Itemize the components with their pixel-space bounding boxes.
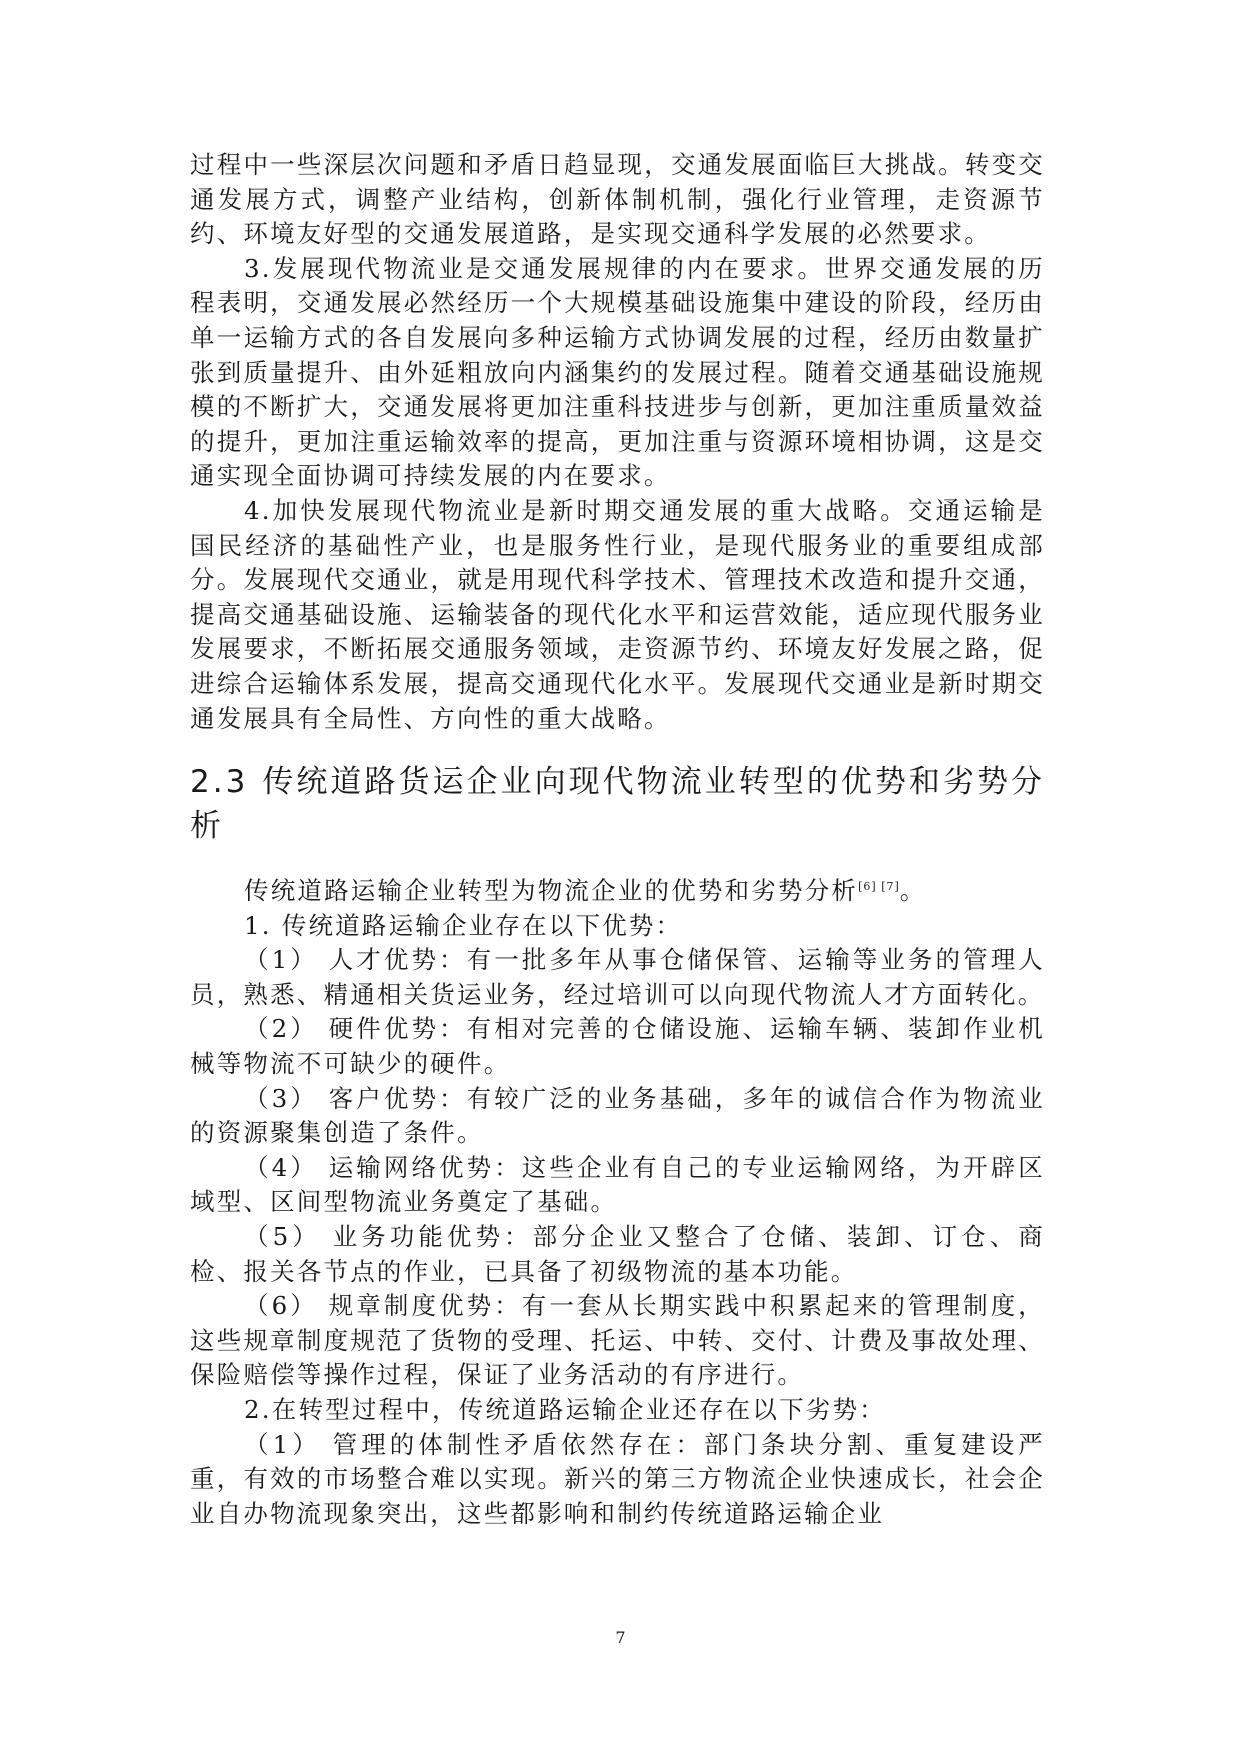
body-text <box>190 148 1045 1531</box>
section-number: 2.3 <box>190 764 249 801</box>
intro-paragraph <box>190 870 1045 909</box>
disadvantages-heading: 2.在转型过程中，传统道路运输企业还存在以下劣势： <box>244 1395 886 1424</box>
section-heading <box>190 760 1045 848</box>
advantage-item: （6） 规章制度优势：有一套从长期实践中积累起来的管理制度，这些规章制度规范了货物的受理、托运、中转、交付、计费及事故处理、保险赔偿等操作过程，保证了业务活动的有序进行。 <box>190 1291 1045 1390</box>
citation-ref: [6] [7] <box>858 880 900 894</box>
advantage-item: （1） 人才优势：有一批多年从事仓储保管、运输等业务的管理人员，熟悉、精通相关货运业务，经过培训可以向现代物流人才方面转化。 <box>190 945 1045 1009</box>
advantage-item: （4） 运输网络优势：这些企业有自己的专业运输网络，为开辟区域型、区间型物流业务奠定了基础。 <box>190 1152 1045 1217</box>
paragraph-continuation: 过程中一些深层次问题和矛盾日趋显现，交通发展面临巨大挑战。转变交通发展方式，调整产业结构，创新体制机制，强化行业管理，走资源节约、环境友好型的交通发展道路，是实现交通科学发展的必然要求。 <box>190 150 1045 249</box>
section-title: 传统道路货运企业向现代物流业转型的优势和劣势分析 <box>190 764 1045 845</box>
intro-end: 。 <box>899 876 927 906</box>
paragraph-point-4: 4.加快发展现代物流业是新时期交通发展的重大战略。交通运输是国民经济的基础性产业，也是服务性行业，是现代服务业的重要组成部分。发展现代交通业，就是用现代科学技术、管理技术改造和提升交通，提高交通基础设施、运输装备的现代化水平和运营效能，适应现代服务业发展要求，不断拓展交通服务领域，走资源节约、环境友好发展之路，促进综合运输体系发展，提高交通现代化水平。发展现代交通业是新时期交通发展具有全局性、方向性的重大战略。 <box>190 495 1045 733</box>
disadvantage-item: （1） 管理的体制性矛盾依然存在：部门条块分割、重复建设严重，有效的市场整合难以实现。新兴的第三方物流企业快速成长，社会企业自办物流现象突出，这些都影响和制约传统道路运输企业 <box>190 1429 1045 1528</box>
intro-text: 传统道路运输企业转型为物流企业的优势和劣势分析 <box>244 876 859 906</box>
advantages-heading: 1. 传统道路运输企业存在以下优势： <box>244 910 683 940</box>
advantage-item: （3） 客户优势：有较广泛的业务基础，多年的诚信合作为物流业的资源聚集创造了条件。 <box>190 1083 1045 1148</box>
advantage-item: （2） 硬件优势：有相对完善的仓储设施、运输车辆、装卸作业机械等物流不可缺少的硬件。 <box>190 1014 1045 1079</box>
paragraph-point-3: 3.发展现代物流业是交通发展规律的内在要求。世界交通发展的历程表明，交通发展必然经历一个大规模基础设施集中建设的阶段，经历由单一运输方式的各自发展向多种运输方式协调发展的过程，经历由数量扩张到质量提升、由外延粗放向内涵集约的发展过程。随着交通基础设施规模的不断扩大，交通发展将更加注重科技进步与创新，更加注重质量效益的提升，更加注重运输效率的提高，更加注重与资源环境相协调，这是交通实现全面协调可持续发展的内在要求。 <box>190 253 1045 491</box>
page-number: 7 <box>615 1628 626 1647</box>
advantage-item: （5） 业务功能优势：部分企业又整合了仓储、装卸、订仓、商检、报关各节点的作业，已具备了初级物流的基本功能。 <box>190 1222 1045 1286</box>
